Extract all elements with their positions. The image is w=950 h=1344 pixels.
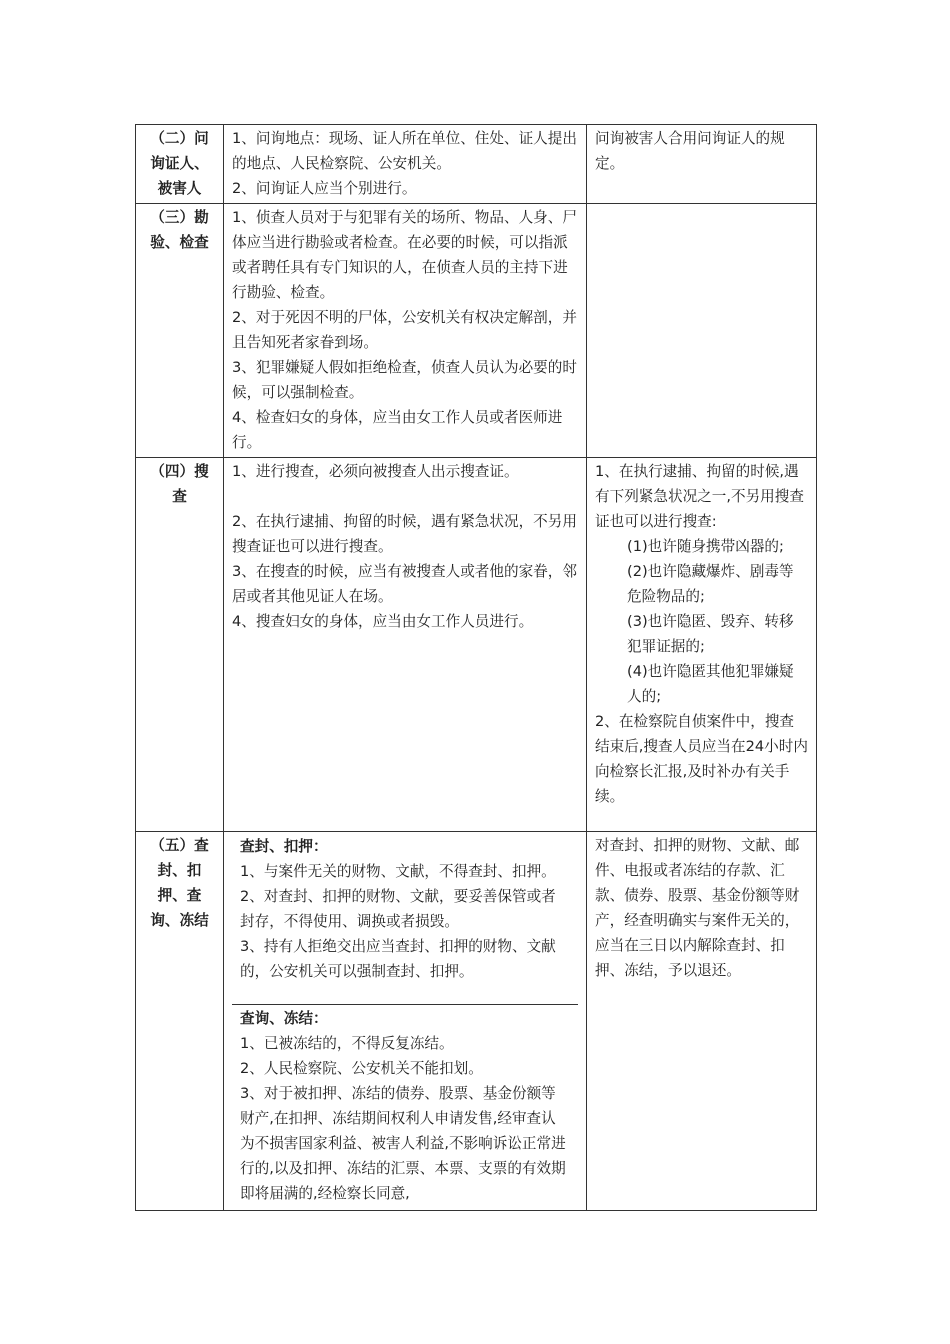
sub-heading: 查封、扣押： (240, 838, 328, 855)
rule-item: 2、人民检察院、公安机关不能扣划。 (240, 1060, 483, 1077)
note-item: 问询被害人合用问询证人的规定。 (595, 130, 785, 172)
rule-item: 2、在执行逮捕、拘留的时候，遇有紧急状况，不另用搜查证也可以进行搜查。 (232, 513, 577, 555)
rule-cell (224, 125, 587, 204)
rule-item: 1、已被冻结的，不得反复冻结。 (240, 1035, 454, 1052)
table-row (136, 125, 817, 204)
note-cell (587, 458, 817, 832)
note-subitem: (3)也许隐匿、毁弃、转移犯罪证据的; (627, 613, 794, 655)
rule-item: 3、在搜查的时候，应当有被搜查人或者他的家眷，邻居或者其他见证人在场。 (232, 563, 577, 605)
note-item: 1、在执行逮捕、拘留的时候,遇有下列紧急状况之一,不另用搜查证也可以进行搜查: (595, 463, 804, 530)
rule-cell (224, 832, 587, 1211)
rule-item: 3、对于被扣押、冻结的债券、股票、基金份额等财产,在扣押、冻结期间权利人申请发售,经审查认为不损害国家利益、被害人利益,不影响诉讼正常进行的,以及扣押、冻结的汇票、本票、支票的有效期即将届满的,经检察长同意, (240, 1085, 566, 1202)
table-row (136, 832, 817, 1211)
rule-item: 2、对于死因不明的尸体，公安机关有权决定解剖，并且告知死者家眷到场。 (232, 309, 577, 351)
row-heading: （三）勘验、检查 (136, 204, 224, 458)
rule-cell (224, 458, 587, 832)
rule-item: 2、对查封、扣押的财物、文献，要妥善保管或者封存，不得使用、调换或者损毁。 (240, 888, 556, 930)
rule-cell (224, 204, 587, 458)
rule-item: 2、问询证人应当个别进行。 (232, 180, 417, 197)
rule-item: 3、持有人拒绝交出应当查封、扣押的财物、文献的，公安机关可以强制查封、扣押。 (240, 938, 556, 980)
blank-line (232, 484, 578, 509)
seizure-block (232, 833, 578, 1005)
rule-item: 1、问询地点：现场、证人所在单位、住处、证人提出的地点、人民检察院、公安机关。 (232, 130, 577, 172)
row-heading: （四）搜查 (136, 458, 224, 832)
row-heading: （二）问询证人、被害人 (136, 125, 224, 204)
sub-heading: 查询、冻结： (240, 1010, 328, 1027)
rule-item: 4、检查妇女的身体，应当由女工作人员或者医师进行。 (232, 409, 563, 451)
procedure-table (135, 124, 817, 1211)
rule-item: 4、搜查妇女的身体，应当由女工作人员进行。 (232, 613, 534, 630)
freeze-block (232, 1005, 578, 1208)
rule-item: 1、进行搜查，必须向被搜查人出示搜查证。 (232, 463, 519, 480)
note-cell (587, 832, 817, 1211)
rule-item: 1、侦查人员对于与犯罪有关的场所、物品、人身、尸体应当进行勘验或者检查。在必要的时候，可以指派或者聘任具有专门知识的人，在侦查人员的主持下进行勘验、检查。 (232, 209, 577, 301)
row-heading: （五）查封、扣押、查询、冻结 (136, 832, 224, 1211)
note-subitem: (1)也许随身携带凶器的; (627, 538, 784, 555)
note-item: 2、在检察院自侦案件中，搜查结束后,搜查人员应当在24小时内向检察长汇报,及时补办有关手续。 (595, 713, 808, 805)
note-cell (587, 125, 817, 204)
table-row (136, 204, 817, 458)
table-row (136, 458, 817, 832)
note-subitem: (4)也许隐匿其他犯罪嫌疑人的; (627, 663, 794, 705)
note-item: 对查封、扣押的财物、文献、邮件、电报或者冻结的存款、汇款、债券、股票、基金份额等财产，经查明确实与案件无关的，应当在三日以内解除查封、扣押、冻结，予以退还。 (595, 837, 800, 979)
note-subitem: (2)也许隐藏爆炸、剧毒等危险物品的; (627, 563, 794, 605)
note-cell (587, 204, 817, 458)
rule-item: 1、与案件无关的财物、文献，不得查封、扣押。 (240, 863, 556, 880)
rule-item: 3、犯罪嫌疑人假如拒绝检查，侦查人员认为必要的时候，可以强制检查。 (232, 359, 577, 401)
